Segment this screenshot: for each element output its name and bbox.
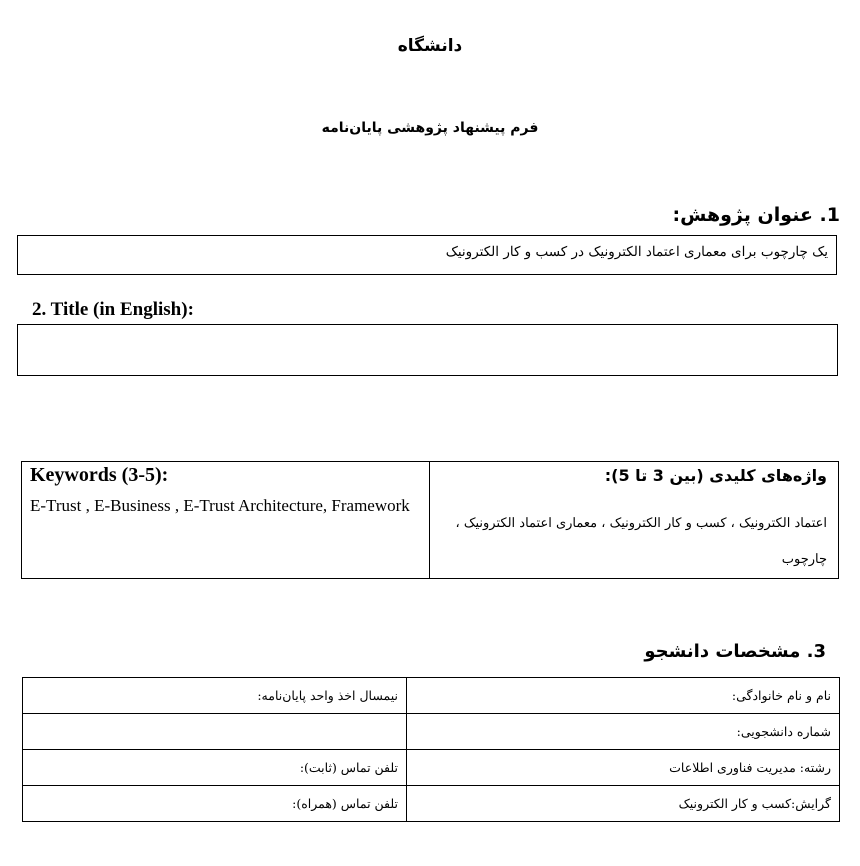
table-row [23,786,840,822]
student-number-field[interactable]: شماره دانشجویی: [407,714,840,750]
section-1-heading: 1. عنوان پژوهش: [672,204,840,226]
form-title: فرم پیشنهاد پژوهشی پایان‌نامه [321,120,539,136]
table-row [23,678,840,714]
keywords-table-divider [429,461,430,579]
section-2-heading: 2. Title (in English): [32,299,194,320]
student-info-table [22,677,840,822]
major-field[interactable]: رشته: مدیریت فناوری اطلاعات [407,750,840,786]
keywords-persian-values: اعتماد الکترونیک ، کسب و کار الکترونیک ، معماری اعتماد الکترونیک ، چارچوب [455,516,827,567]
english-title-box[interactable] [17,324,838,376]
semester-field[interactable]: نیمسال اخذ واحد پایان‌نامه: [23,678,407,714]
mobile-phone-field[interactable]: تلفن تماس (همراه): [23,786,407,822]
keywords-persian-label: واژه‌های کلیدی (بین 3 تا 5): [604,466,827,485]
landline-phone-field[interactable]: تلفن تماس (ثابت): [23,750,407,786]
empty-field[interactable] [23,714,407,750]
keywords-english-values: E-Trust , E-Business , E-Trust Architecture, Framework [30,496,410,515]
section-3-heading: 3. مشخصات دانشجو [644,641,826,662]
specialization-field[interactable]: گرایش:کسب و کار الکترونیک [407,786,840,822]
keywords-english-label: Keywords (3-5): [30,464,169,486]
table-row [23,714,840,750]
university-title: دانشگاه [397,36,463,56]
full-name-field[interactable]: نام و نام خانوادگی: [407,678,840,714]
research-title-value: یک چارچوب برای معماری اعتماد الکترونیک در کسب و کار الکترونیک [445,244,828,260]
table-row [23,750,840,786]
